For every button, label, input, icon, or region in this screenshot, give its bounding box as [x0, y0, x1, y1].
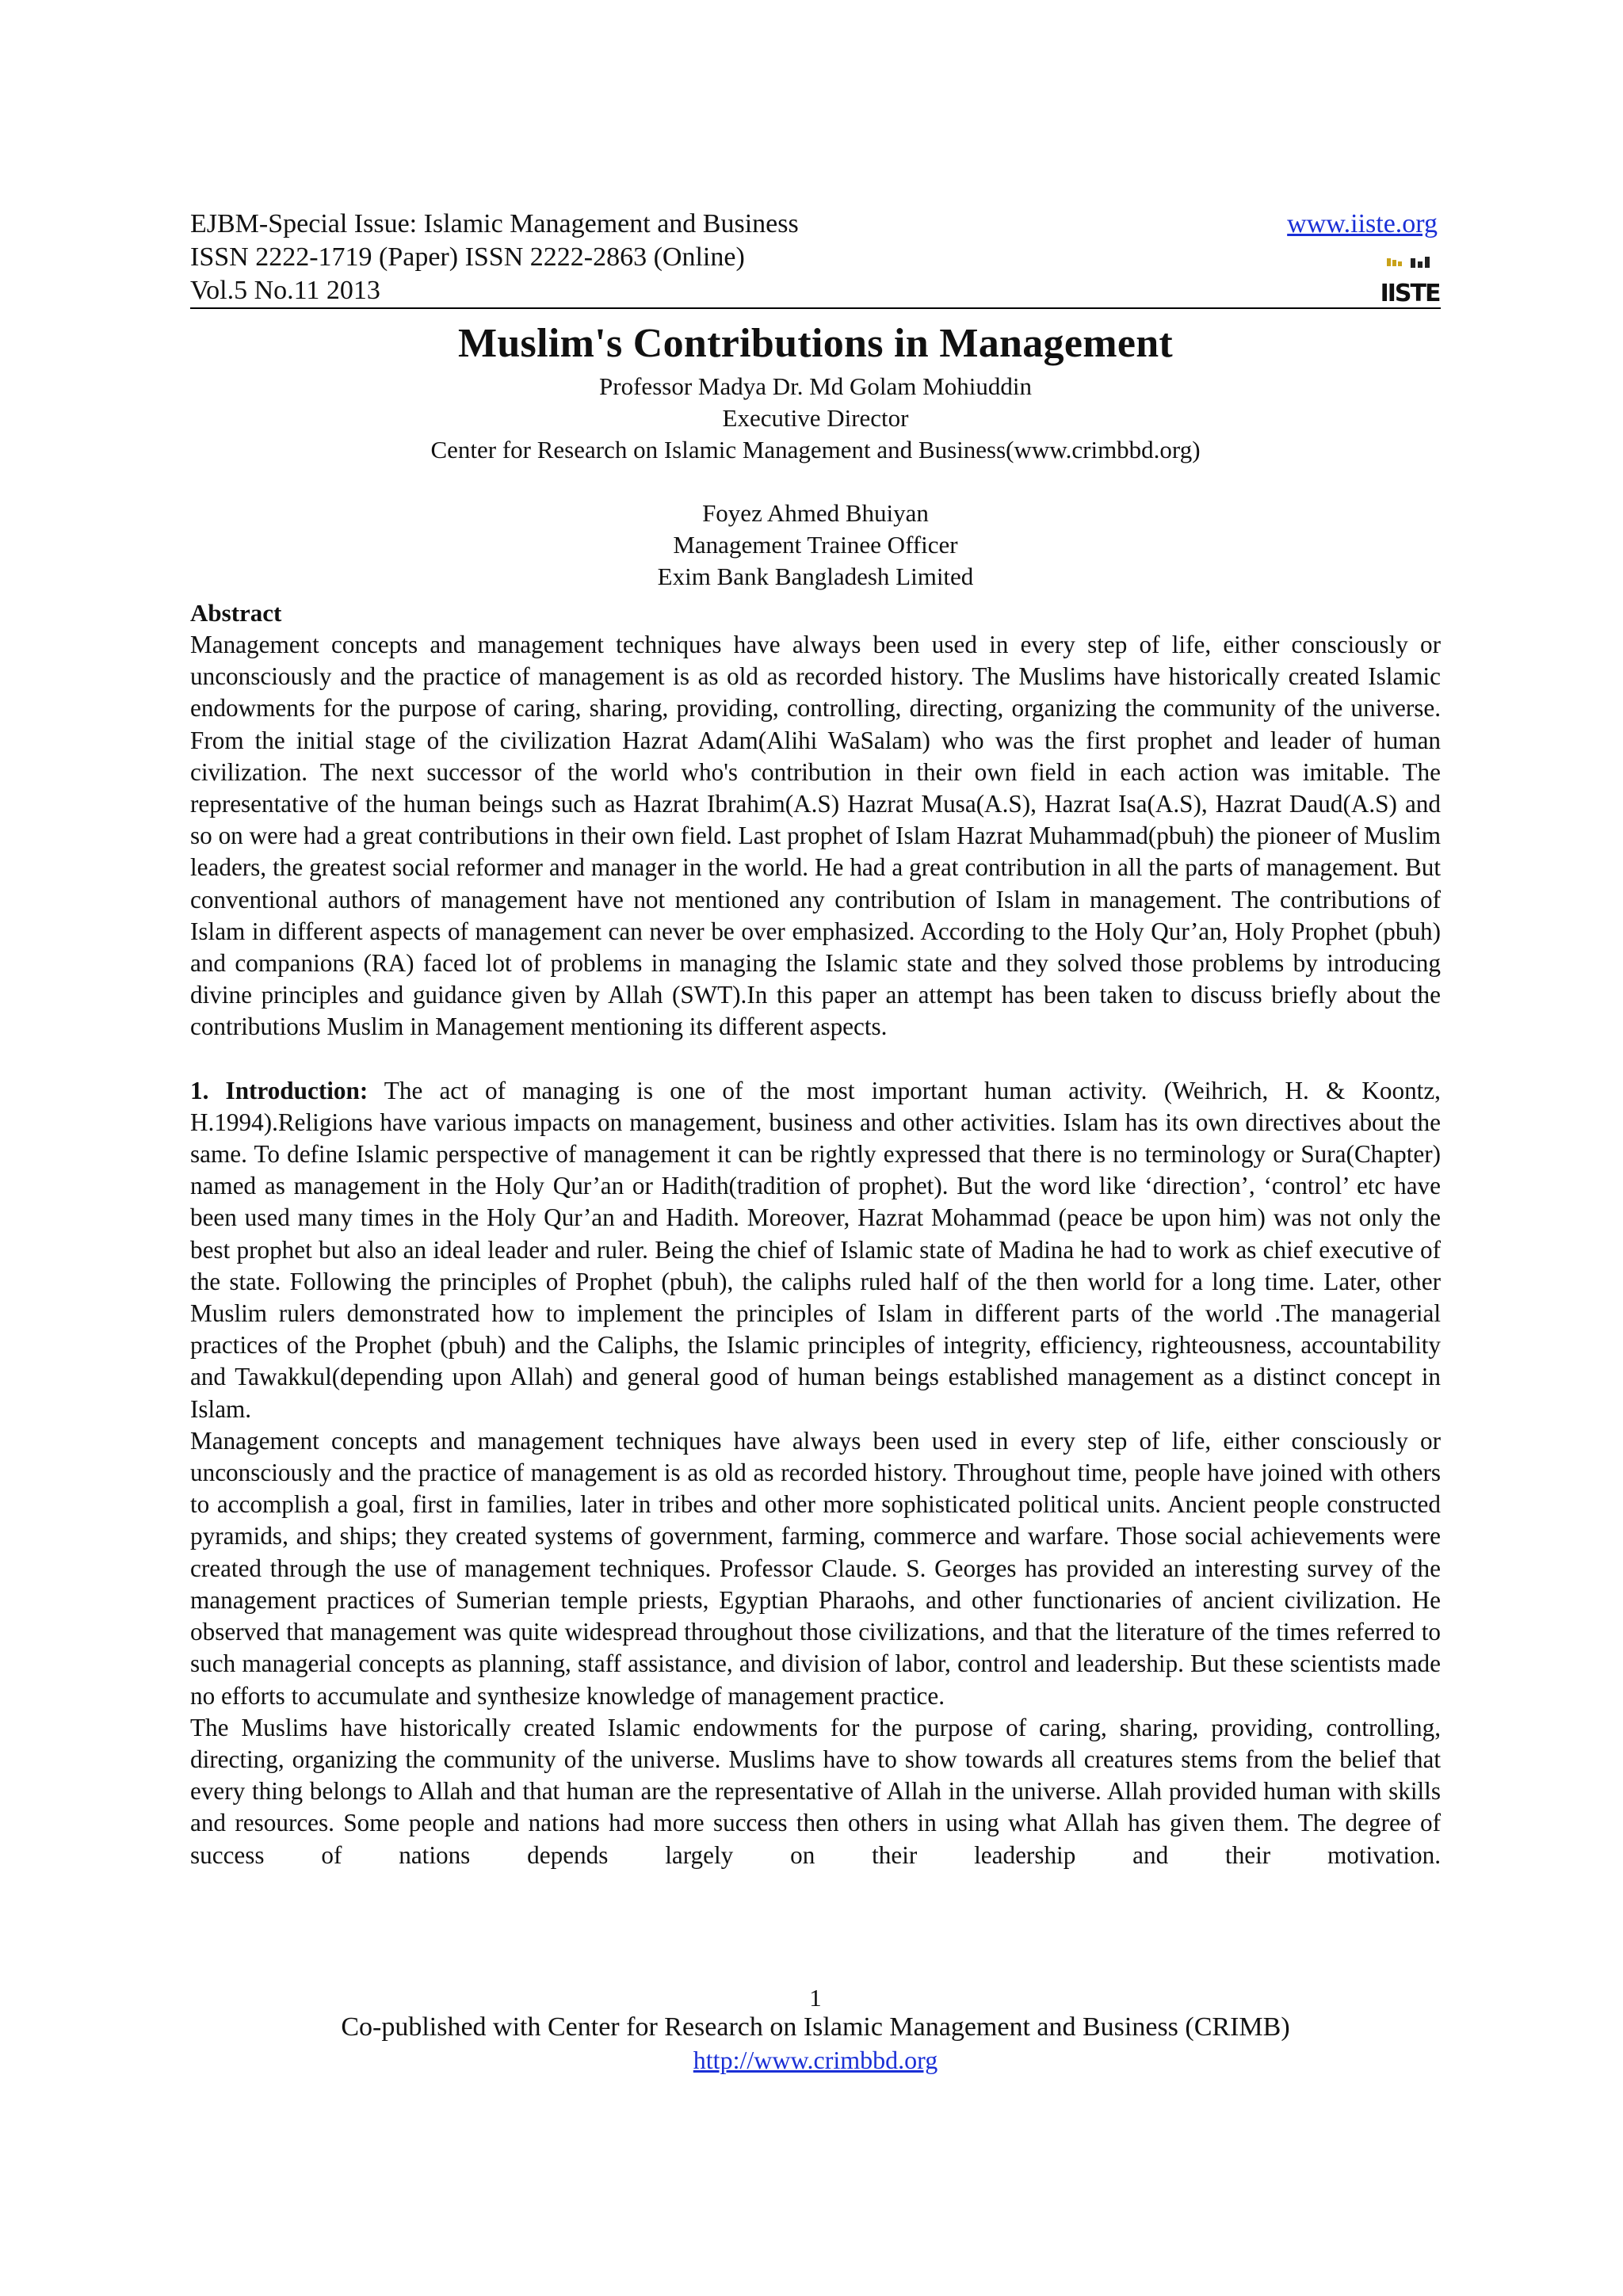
header-rule	[190, 307, 1441, 309]
author-2-role: Management Trainee Officer	[673, 531, 958, 559]
intro-paragraph-3: The Muslims have historically created Islamic endowments for the purpose of caring, sharing, providing, controlling, directing, organizing the community of the universe. Muslims have to show towards all creatures stems from the belief that every thing belongs to Allah and that human are the representative of Allah in the universe. Allah provided human with skills and resources. Some people and nations had more success then others in using what Allah has given them. The degree of success of nations depends largely on their leadership and their motivation.	[190, 1713, 1441, 1869]
intro-paragraph-2: Management concepts and management techniques have always been used in every step of life, either consciously or unconsciously and the practice of management is as old as recorded history. Throughout time, people have joined with others to accomplish a goal, first in families, later in tribes and other more sophisticated political units. Ancient people constructed pyramids, and ships; they created systems of government, farming, commerce and warfare. Those social achievements were created through the use of management techniques. Professor Claude. S. Georges has provided an interesting survey of the management practices of Sumerian temple priests, Egyptian Pharaohs, and other functionaries of ancient civilization. He observed that management was quite widespread throughout those civilizations, and that the literature of the times referred to such managerial concepts as planning, staff assistance, and division of labor, control and leadership. But these scientists made no efforts to accumulate and synthesize knowledge of management practice.	[190, 1426, 1441, 1710]
abstract-text: Management concepts and management techniques have always been used in every step of life, either consciously or unconsciously and the practice of management is as old as recorded history. The Muslims have historically created Islamic endowments for the purpose of caring, sharing, providing, controlling, directing, organizing the community of the universe. From the initial stage of the civilization Hazrat Adam(Alihi WaSalam) who was the first prophet and leader of human civilization. The next successor of the world who's contribution in their own field in each action was imitable. The representative of the human beings such as Hazrat Ibrahim(A.S) Hazrat Musa(A.S), Hazrat Isa(A.S), Hazrat Daud(A.S) and so on were had a great contributions in their own field. Last prophet of Islam Hazrat Muhammad(pbuh) the pioneer of Muslim leaders, the greatest social reformer and manager in the world. He had a great contribution in all the parts of management. But conventional authors of management have not mentioned any contribution of Islam in management. The contributions of Islam in different aspects of management can never be over emphasized. According to the Holy Qur’an, Holy Prophet (pbuh) and companions (RA) faced lot of problems in managing the Islamic state and they solved those problems by introducing divine principles and guidance given by Allah (SWT).In this paper an attempt has been taken to discuss briefly about the contributions Muslim in Management mentioning its different aspects.	[190, 631, 1441, 1041]
author-2-name: Foyez Ahmed Bhuiyan	[702, 499, 929, 527]
intro-paragraph-1-text: The act of managing is one of the most important human activity. (Weihrich, H. & Koontz, H.1994).Religions have various impacts on management, business and other activities. Islam has its own directives about the same. To define Islamic perspective of management it can be rightly expressed that there is no terminology or Sura(Chapter) named as management in the Holy Qur’an or Hadith(tradition of prophet). But the word like ‘direction’, ‘control’ etc have been used many times in the Holy Qur’an and Hadith. Moreover, Hazrat Mohammad (peace be upon him) was not only the best prophet but also an ideal leader and ruler. Being the chief of Islamic state of Madina he had to work as chief executive of the state. Following the principles of Prophet (pbuh), the caliphs ruled half of the then world for a long time. Later, other Muslim rulers demonstrated how to implement the principles of Islam in different parts of the world .The managerial practices of the Prophet (pbuh) and the Caliphs, the Islamic principles of integrity, efficiency, righteousness, accountability and Tawakkul(depending upon Allah) and general good of human beings established management as a distinct concept in Islam.	[190, 1076, 1441, 1423]
author-2-affiliation: Exim Bank Bangladesh Limited	[657, 563, 974, 590]
intro-heading: 1. Introduction:	[190, 1076, 369, 1104]
iiste-logo-icon	[1380, 257, 1440, 307]
author-1-role: Executive Director	[722, 404, 909, 432]
journal-name: EJBM-Special Issue: Islamic Management and Business	[190, 209, 799, 238]
intro-paragraph-1	[190, 1075, 1441, 1425]
author-1-name: Professor Madya Dr. Md Golam Mohiuddin	[599, 372, 1032, 400]
page-number: 1	[809, 1984, 822, 2012]
volume-line: Vol.5 No.11 2013	[190, 276, 380, 305]
issn-line: ISSN 2222-1719 (Paper) ISSN 2222-2863 (Online)	[190, 242, 745, 272]
author-1-affiliation: Center for Research on Islamic Management and Business(www.crimbbd.org)	[430, 436, 1201, 463]
copublished-note: Co-published with Center for Research on Islamic Management and Business (CRIMB)	[341, 2012, 1290, 2042]
svg-text:IISTE: IISTE	[1380, 280, 1440, 307]
author-block	[190, 371, 1441, 593]
iiste-link[interactable]: www.iiste.org	[1287, 209, 1438, 238]
crimb-link[interactable]: http://www.crimbbd.org	[693, 2046, 938, 2074]
paper-title: Muslim's Contributions in Management	[457, 321, 1174, 366]
abstract-heading: Abstract	[190, 599, 282, 627]
journal-header	[190, 208, 1441, 307]
crimb-link-row	[190, 2044, 1441, 2076]
page-body	[190, 208, 1441, 1871]
